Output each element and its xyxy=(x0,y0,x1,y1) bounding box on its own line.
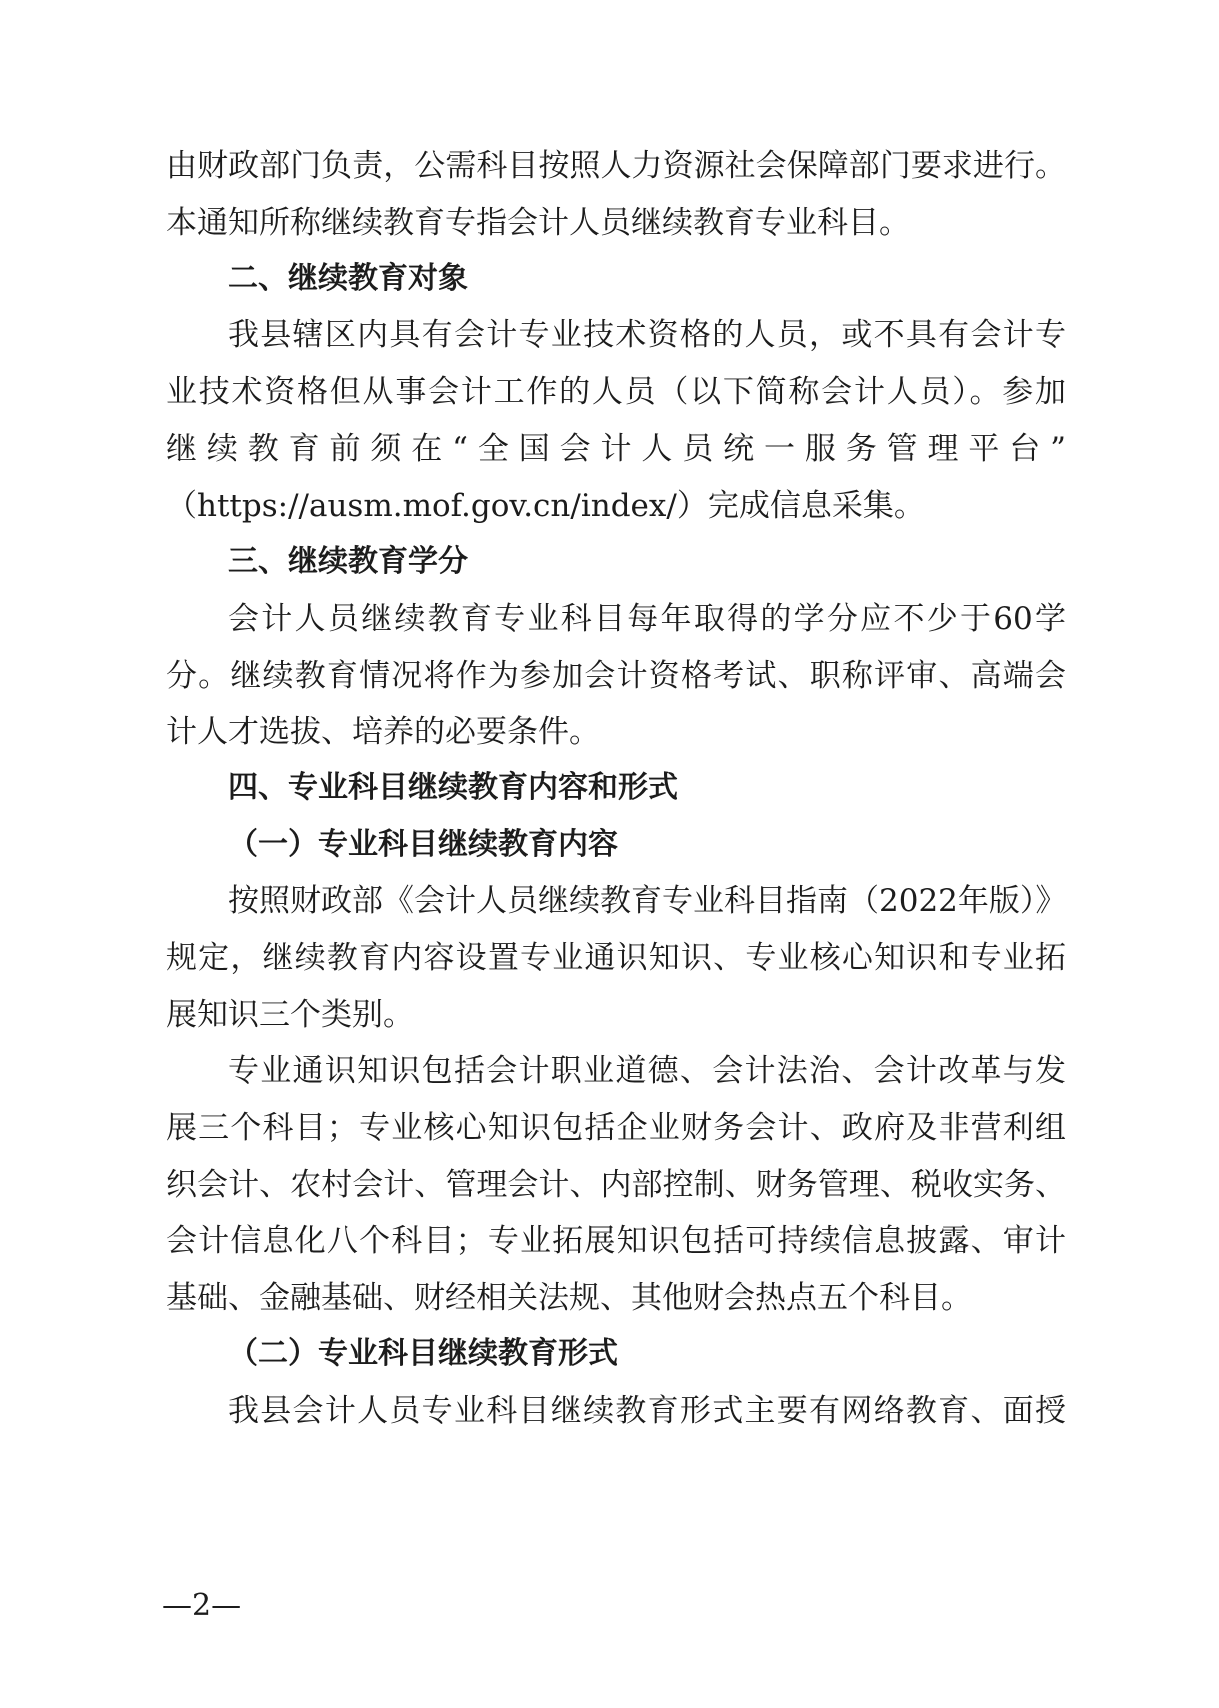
paragraph-line: 业技术资格但从事会计工作的人员（以下简称会计人员）。参加 xyxy=(166,374,1066,410)
paragraph-line: 由财政部门负责，公需科目按照人力资源社会保障部门要求进行。 xyxy=(166,148,1066,184)
paragraph-line: 基础、金融基础、财经相关法规、其他财会热点五个科目。 xyxy=(166,1280,972,1316)
paragraph-line: 会计人员继续教育专业科目每年取得的学分应不少于60学 xyxy=(228,601,1066,637)
paragraph-line: 我县会计人员专业科目继续教育形式主要有网络教育、面授 xyxy=(228,1393,1066,1429)
paragraph-line: 专业通识知识包括会计职业道德、会计法治、会计改革与发 xyxy=(228,1053,1066,1089)
paragraph-line: 规定，继续教育内容设置专业通识知识、专业核心知识和专业拓 xyxy=(166,940,1066,976)
paragraph-line: 本通知所称继续教育专指会计人员继续教育专业科目。 xyxy=(166,205,910,241)
paragraph-line: 织会计、农村会计、管理会计、内部控制、财务管理、税收实务、 xyxy=(166,1167,1066,1203)
section-heading-3: 三、继续教育学分 xyxy=(228,544,468,579)
page-number: —2— xyxy=(162,1588,242,1623)
paragraph-line: 计人才选拔、培养的必要条件。 xyxy=(166,714,600,750)
paragraph-line: 按照财政部《会计人员继续教育专业科目指南（2022年版）》 xyxy=(228,883,1066,919)
paragraph-line: 继续教育前须在“全国会计人员统一服务管理平台” xyxy=(166,431,1066,467)
section-heading-4: 四、专业科目继续教育内容和形式 xyxy=(228,770,678,805)
paragraph-line: 我县辖区内具有会计专业技术资格的人员，或不具有会计专 xyxy=(228,317,1066,353)
paragraph-line: 展三个科目；专业核心知识包括企业财务会计、政府及非营利组 xyxy=(166,1110,1066,1146)
paragraph-line: 会计信息化八个科目；专业拓展知识包括可持续信息披露、审计 xyxy=(166,1223,1066,1259)
paragraph-line: 分。继续教育情况将作为参加会计资格考试、职称评审、高端会 xyxy=(166,658,1066,694)
section-heading-2: 二、继续教育对象 xyxy=(228,261,468,296)
subsection-heading-1: （一）专业科目继续教育内容 xyxy=(228,827,618,862)
subsection-heading-2: （二）专业科目继续教育形式 xyxy=(228,1336,618,1371)
paragraph-line: （https://ausm.mof.gov.cn/index/）完成信息采集。 xyxy=(166,488,925,524)
paragraph-line: 展知识三个类别。 xyxy=(166,997,414,1033)
